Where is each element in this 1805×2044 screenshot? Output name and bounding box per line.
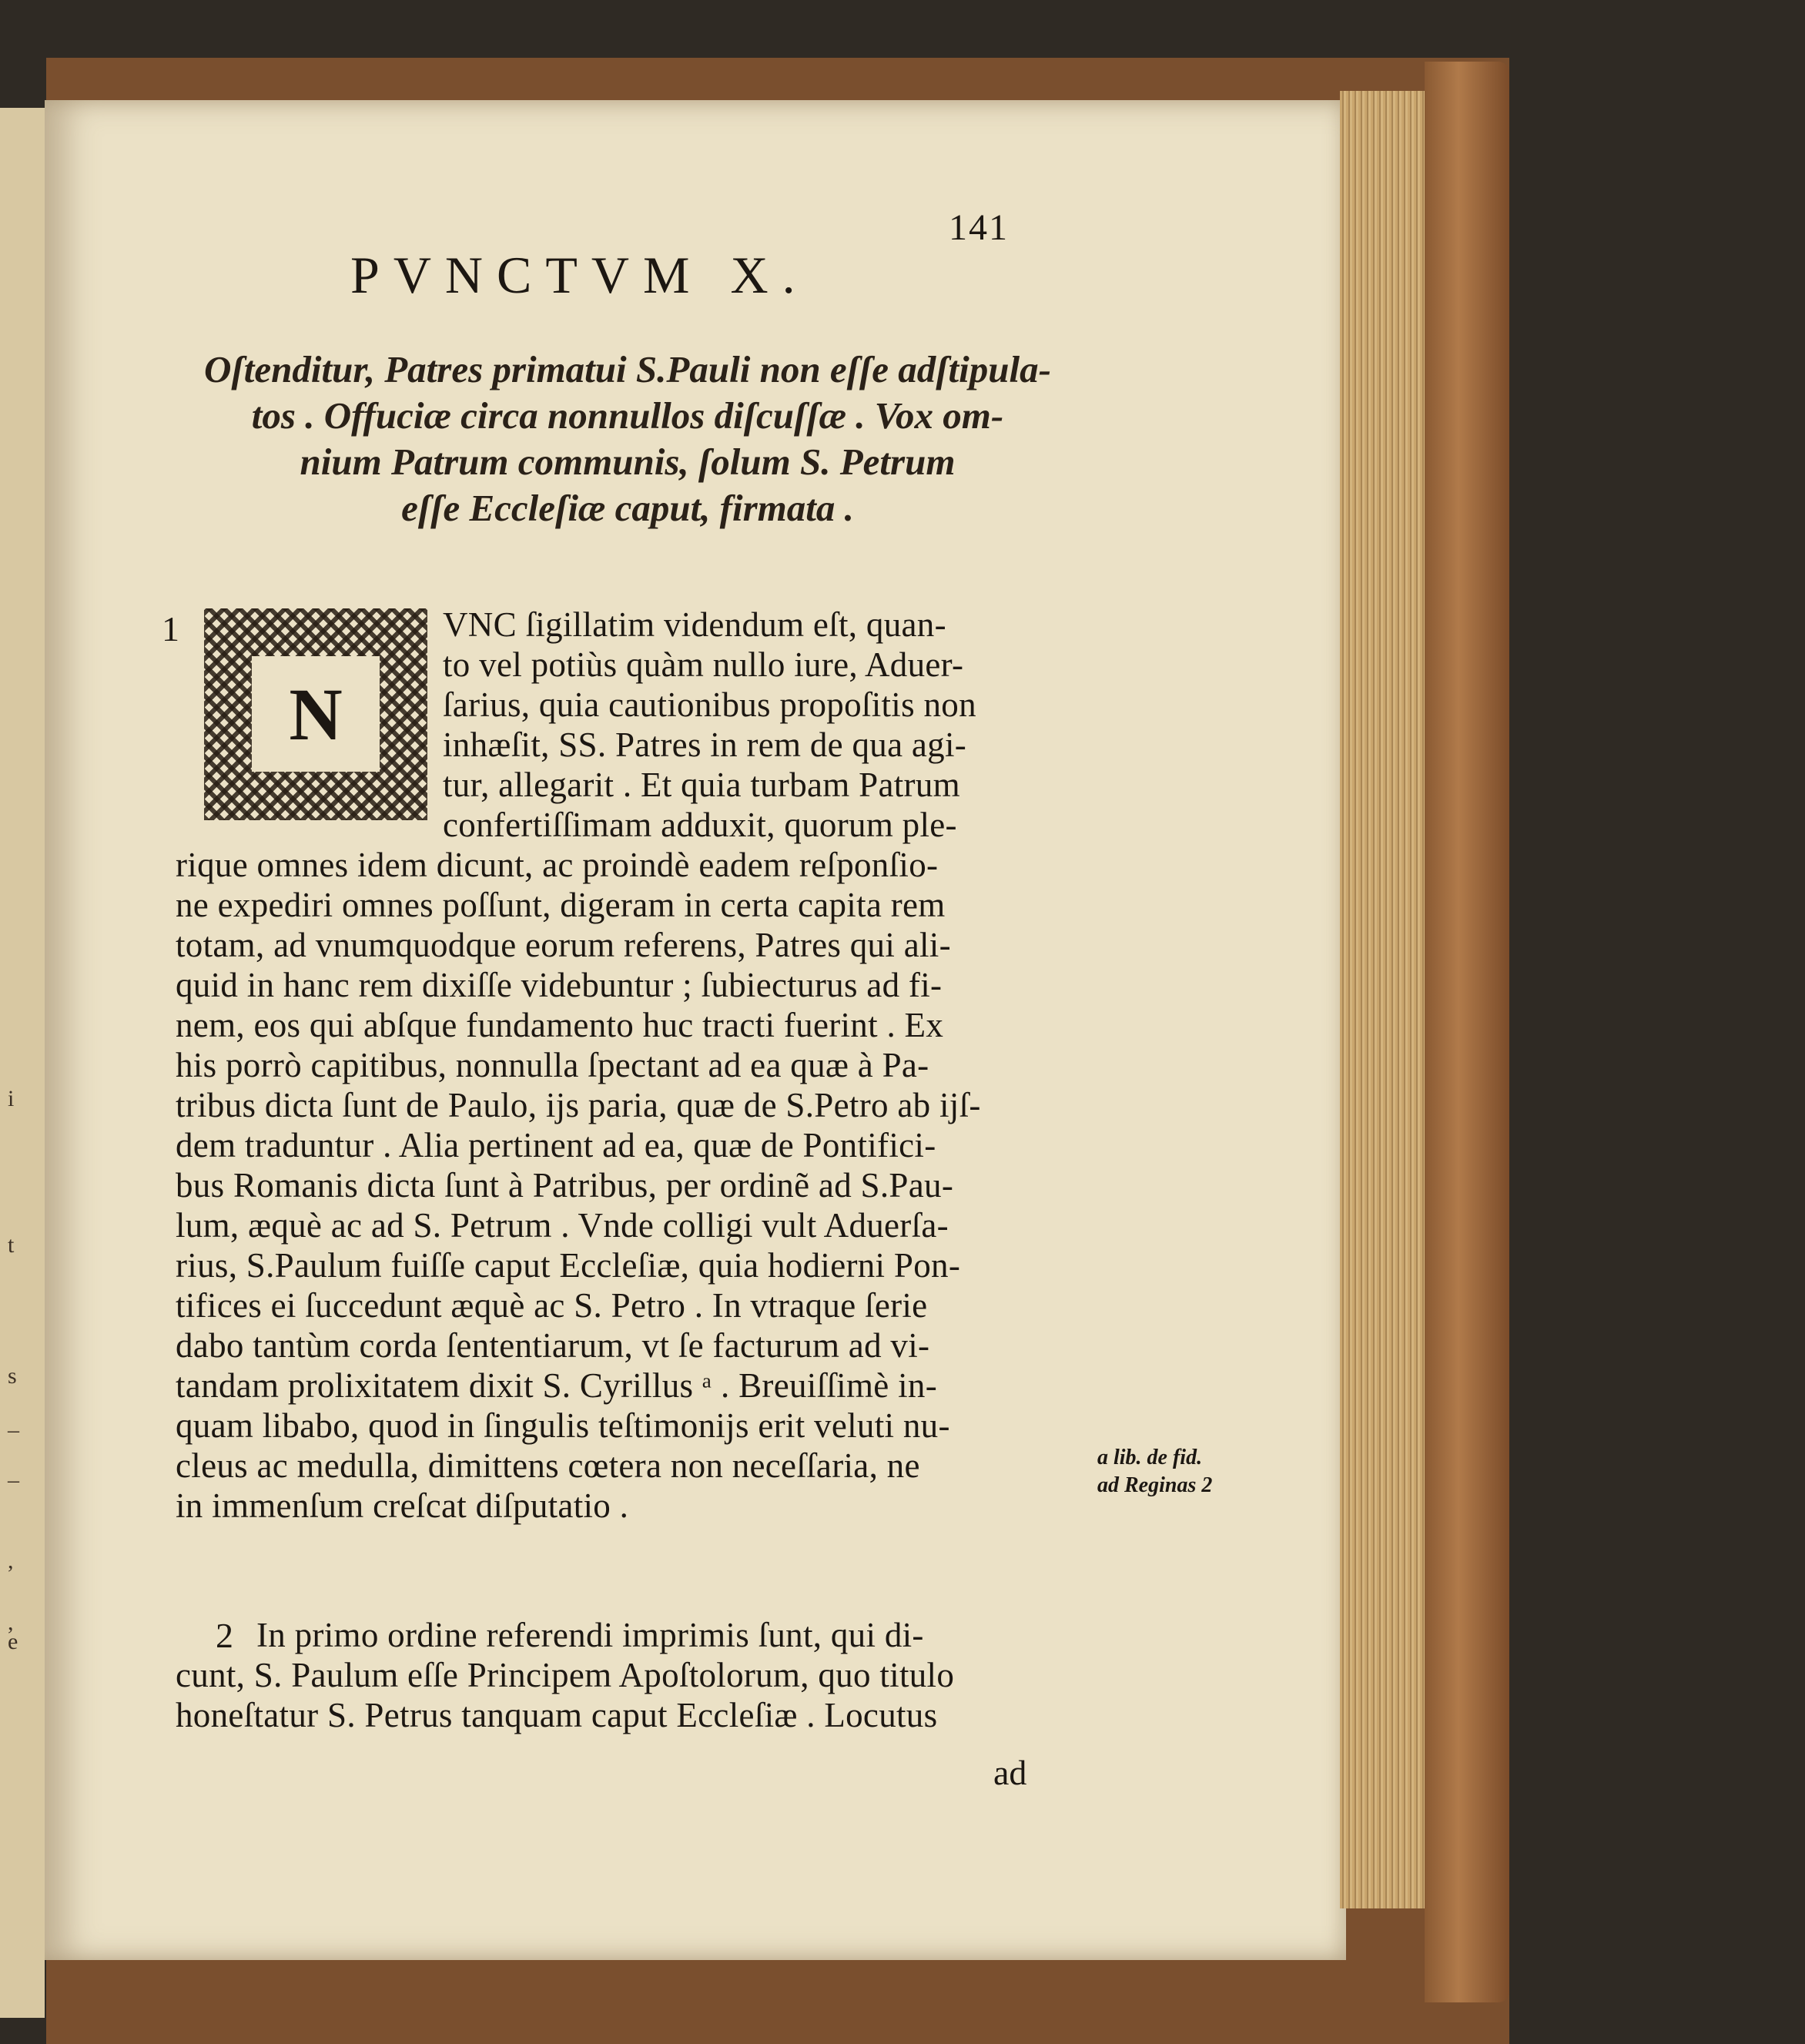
text-line: cleus ac medulla, dimittens cœtera non neceſſaria, ne [176,1446,920,1485]
text-line: VNC ſigillatim videndum eſt, quan- [443,605,946,644]
page-edges [1340,91,1425,1908]
catchword: ad [993,1753,1027,1792]
text-line: bus Romanis dicta ſunt à Patribus, per ordinẽ ad S.Pau- [176,1166,954,1205]
text-line: to vel potiùs quàm nullo iure, Aduer- [443,645,964,684]
note-line: ad Reginas 2 [1097,1473,1213,1497]
paragraph-2-body [176,1615,954,1735]
margin-glyph: , [8,1548,14,1573]
text-line: rius, S.Paulum fuiſſe caput Eccleſiæ, quia hodierni Pon- [176,1246,961,1285]
text-line: tifices ei ſuccedunt æquè ac S. Petro . In vtraque ſerie [176,1286,928,1325]
margin-glyph: i [8,1086,15,1111]
margin-glyph: – [8,1467,19,1493]
text-line: rique omnes idem dicunt, ac proindè eadem reſponſio- [176,846,939,884]
text-line: nem, eos qui abſque fundamento huc tracti fuerint . Ex [176,1006,944,1044]
facing-page-edge [0,108,45,2018]
summary-line: tos . Offuciæ circa nonnullos diſcuſſæ . Vox om- [251,394,1004,437]
text-line: ſarius, quia cautionibus propoſitis non [443,685,976,724]
facing-page-glyphs [3,108,42,2018]
margin-glyph: e [8,1629,18,1654]
paragraph-1-body [176,845,981,1526]
text-line: ne expediri omnes poſſunt, digeram in certa capita rem [176,886,946,924]
text-line: totam, ad vnumquodque eorum referens, Patres qui ali- [176,926,951,964]
text-line: quid in hanc rem dixiſſe videbuntur ; ſubiecturus ad fi- [176,966,943,1004]
text-line: quam libabo, quod in ſingulis teſtimonijs erit veluti nu- [176,1406,950,1445]
text-line: his porrò capitibus, nonnulla ſpectant ad ea quæ à Pa- [176,1046,929,1084]
text-line: tribus dicta ſunt de Paulo, ijs paria, quæ de S.Petro ab ijſ- [176,1086,981,1124]
marginal-note [1097,1444,1212,1499]
section-heading: PVNCTVM X. [350,246,809,304]
summary-line: Oſtenditur, Patres primatui S.Pauli non eſſe adſtipula- [204,348,1051,390]
decorated-initial [204,608,427,820]
text-line: confertiſſimam adduxit, quorum ple- [443,806,957,844]
text-line: tandam prolixitatem dixit S. Cyrillus ᵃ . Breuiſſimè in- [176,1366,938,1405]
margin-glyph: s [8,1363,17,1389]
text-line: lum, æquè ac ad S. Petrum . Vnde colligi vult Aduerſa- [176,1206,949,1245]
page-number: 141 [949,207,1009,248]
text-line: In primo ordine referendi imprimis ſunt, qui di- [256,1616,924,1654]
text-line: dabo tantùm corda ſententiarum, vt ſe facturum ad vi- [176,1326,930,1365]
text-line: dem traduntur . Alia pertinent ad ea, quæ de Pontifici- [176,1126,936,1164]
text-line: in immenſum creſcat diſputatio . [176,1486,629,1525]
book-board-edge [1425,62,1509,2002]
margin-glyph: , [8,1610,14,1635]
margin-glyph: t [8,1232,15,1258]
paragraph-number: 2 [216,1616,233,1655]
text-line: cunt, S. Paulum eſſe Principem Apoſtolorum, quo titulo [176,1656,955,1694]
text-line: inhæſit, SS. Patres in rem de qua agi- [443,725,967,764]
summary-line: eſſe Eccleſiæ caput, firmata . [401,487,854,529]
initial-letter: N [252,656,380,772]
note-line: a lib. de fid. [1097,1446,1203,1469]
paragraph-1-beside-initial [443,605,976,845]
text-line: honeſtatur S. Petrus tanquam caput Eccleſiæ . Locutus [176,1696,938,1734]
text-line: tur, allegarit . Et quia turbam Patrum [443,766,960,804]
paragraph-number: 1 [162,609,179,648]
section-summary [154,347,1101,531]
margin-glyph: – [8,1417,19,1443]
summary-line: nium Patrum communis, ſolum S. Petrum [300,441,956,483]
